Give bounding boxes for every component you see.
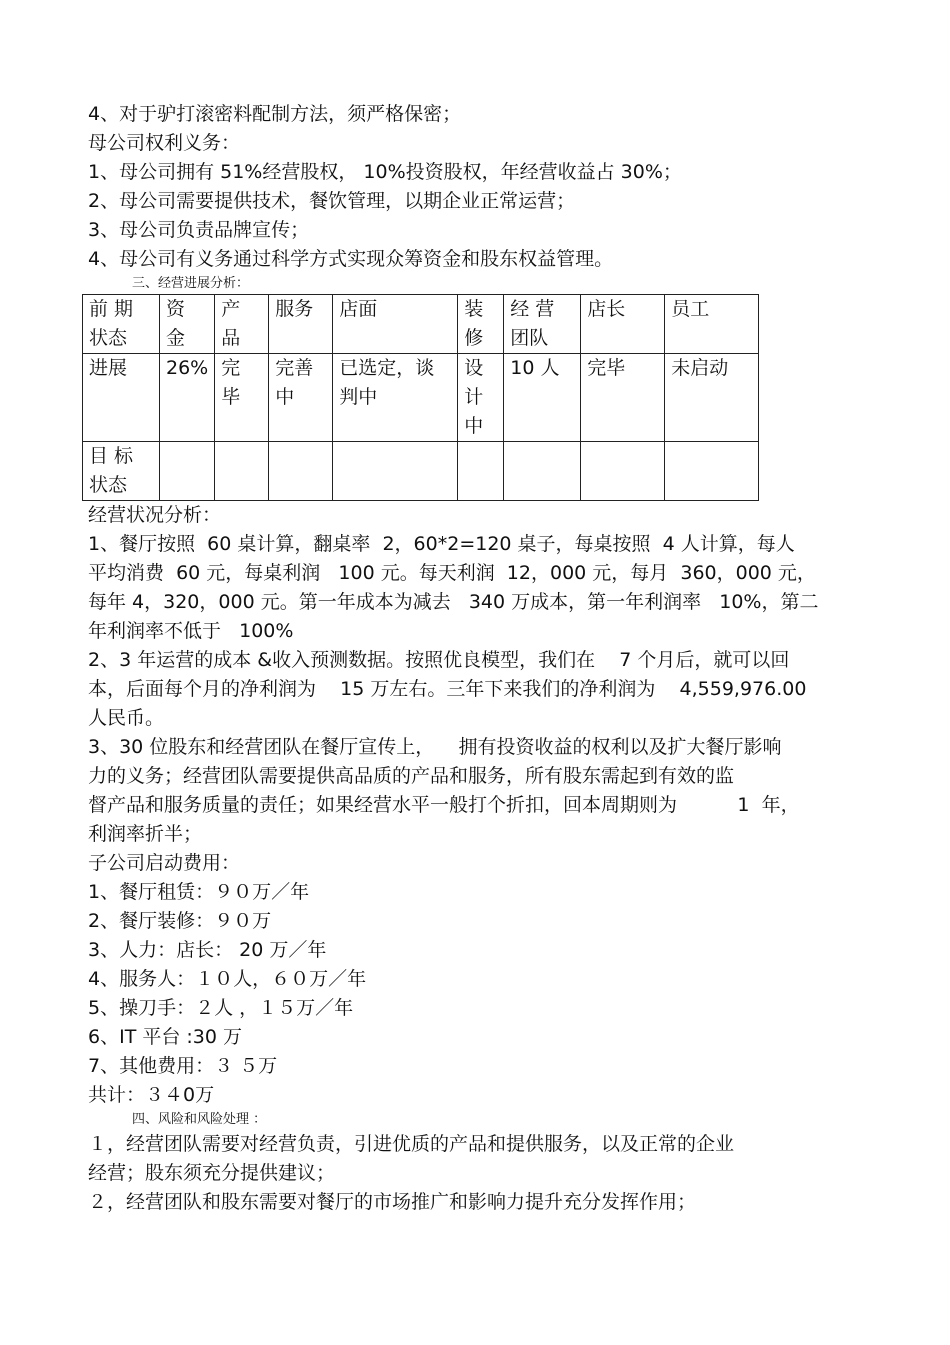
table-cell: 店面 (333, 295, 458, 354)
table-cell: 目 标 状态 (83, 442, 160, 501)
text-line: 4、对于驴打滚密料配制方法，须严格保密； (88, 103, 462, 125)
table-cell (504, 442, 581, 501)
table-row-target (83, 442, 759, 501)
table-cell: 产 品 (215, 295, 269, 354)
analysis-paragraph: 2、3 年运营的成本 &收入预测数据。按照优良模型，我们在 7 个月后，就可以回 本，后面每个月的净利润为 15 万左右。三年下来我们的净利润为 4,559,976.00 人民币。 (88, 649, 807, 729)
table-cell: 店长 (581, 295, 665, 354)
table-cell: 10 人 (504, 354, 581, 442)
progress-table (82, 294, 759, 501)
table-cell: 完毕 (581, 354, 665, 442)
list-item: 4、服务人：１０人，６０万／年 (88, 968, 367, 990)
list-item: 1、餐厅租赁：９０万／年 (88, 881, 310, 903)
text-line: 1、母公司拥有 51%经营股权， 10%投资股权，年经营收益占 30%； (88, 161, 682, 183)
table-cell: 资 金 (160, 295, 215, 354)
table-cell: 26% (160, 354, 215, 442)
heading-analysis: 经营状况分析： (88, 504, 222, 526)
section-title-3: 三、经营进展分析： (132, 276, 250, 291)
table-cell: 员工 (665, 295, 759, 354)
risk-paragraph: ２，经营团队和股东需要对餐厅的市场推广和影响力提升充分发挥作用； (88, 1191, 697, 1213)
table-row-header (83, 295, 759, 354)
heading-startup-costs: 子公司启动费用： (88, 852, 241, 874)
table-cell: 服务 (269, 295, 333, 354)
list-item: 7、其他费用：３ ５万 (88, 1055, 278, 1077)
table-cell: 装 修 (458, 295, 504, 354)
table-cell (581, 442, 665, 501)
heading-parent-rights: 母公司权利义务： (88, 132, 241, 154)
analysis-paragraph: 1、餐厅按照 60 桌计算，翻桌率 2，60*2=120 桌子，每桌按照 4 人计算，每人 平均消费 60 元，每桌利润 100 元。每天利润 12，000 元，每月 360，000 元， 每年 4，320，000 元。第一年成本为减去 340 万成本，第一年利润率 10%，第二 年利润率不低于 100% (88, 533, 819, 642)
table-cell (269, 442, 333, 501)
text-line: 4、母公司有义务通过科学方式实现众筹资金和股东权益管理。 (88, 248, 614, 270)
table-cell: 完善 中 (269, 354, 333, 442)
table-cell: 前 期 状态 (83, 295, 160, 354)
table-cell: 经 营 团队 (504, 295, 581, 354)
list-item: 3、人力：店长： 20 万／年 (88, 939, 327, 961)
table-cell: 设 计 中 (458, 354, 504, 442)
section-title-4: 四、风险和风险处理 ： (132, 1112, 267, 1127)
table-cell: 完 毕 (215, 354, 269, 442)
list-item: 5、操刀手：２人 ，１５万／年 (88, 997, 354, 1019)
table-cell (333, 442, 458, 501)
table-cell (215, 442, 269, 501)
table-cell (160, 442, 215, 501)
list-item: 6、IT 平台 :30 万 (88, 1026, 242, 1048)
table-row-progress (83, 354, 759, 442)
table-cell: 进展 (83, 354, 160, 442)
table-cell: 未启动 (665, 354, 759, 442)
table-cell: 已选定，谈 判中 (333, 354, 458, 442)
list-item: 2、餐厅装修：９０万 (88, 910, 272, 932)
table-cell (458, 442, 504, 501)
text-line: 2、母公司需要提供技术，餐饮管理，以期企业正常运营； (88, 190, 576, 212)
document-page (88, 100, 868, 1217)
table-cell (665, 442, 759, 501)
analysis-paragraph: 3、30 位股东和经营团队在餐厅宣传上， 拥有投资收益的权利以及扩大餐厅影响 力的义务；经营团队需要提供高品质的产品和服务，所有股东需起到有效的监 督产品和服务质量的责任；如果经营水平一般打个折扣，回本周期则为 1 年， 利润率折半； (88, 736, 800, 845)
total-line: 共计：３４0万 (88, 1084, 215, 1106)
risk-paragraph: １，经营团队需要对经营负责，引进优质的产品和提供服务，以及正常的企业 经营；股东须充分提供建议； (88, 1133, 735, 1184)
text-line: 3、母公司负责品牌宣传； (88, 219, 310, 241)
